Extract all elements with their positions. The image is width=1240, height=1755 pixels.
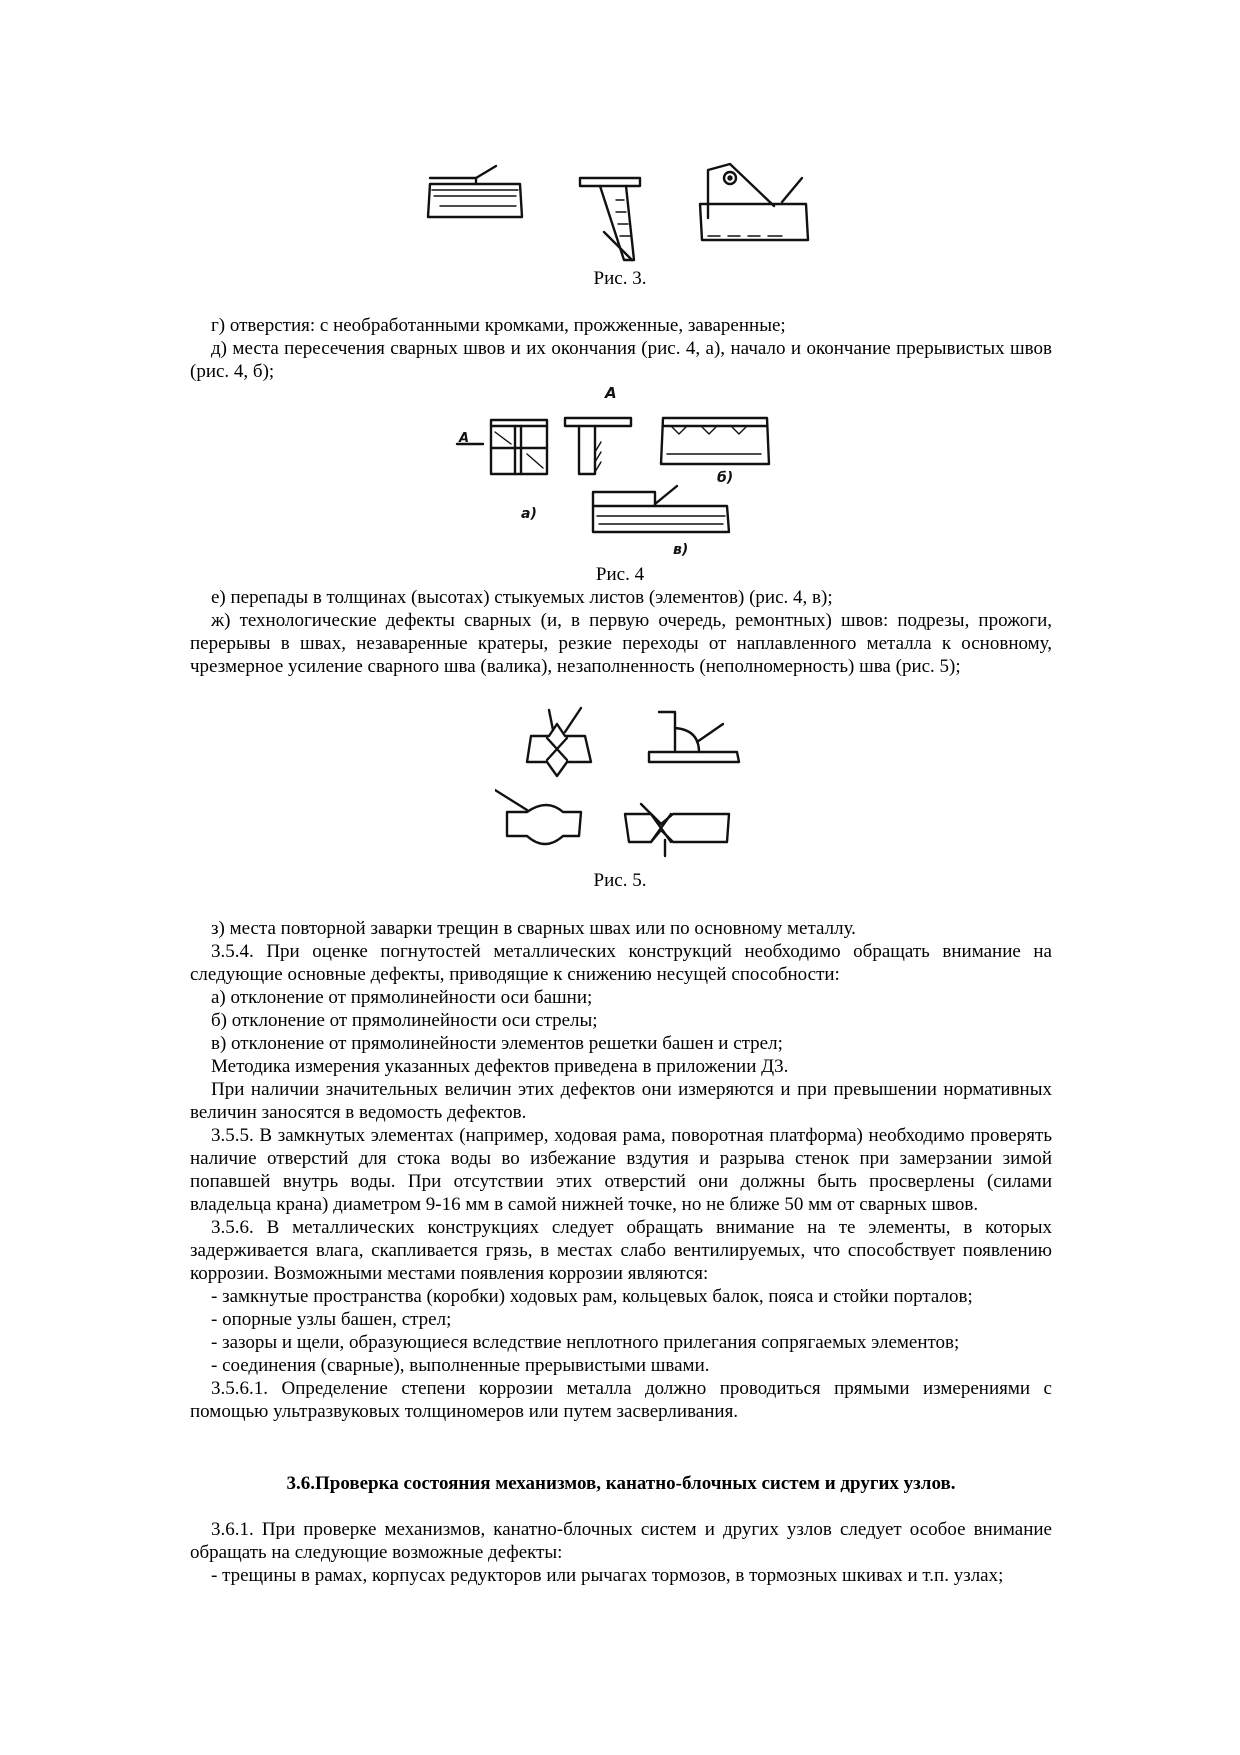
paragraph: б) отклонение от прямолинейности оси стрелы; bbox=[211, 1010, 598, 1031]
paragraph: в) отклонение от прямолинейности элементов решетки башен и стрел; bbox=[211, 1033, 783, 1054]
figure-5-caption: Рис. 5. bbox=[593, 870, 647, 891]
figure-4-label-a-left: А bbox=[459, 431, 470, 446]
figure-4-label-v: в) bbox=[673, 542, 689, 558]
text-block-1 bbox=[190, 314, 1052, 383]
text-block-2 bbox=[190, 586, 1052, 678]
paragraph: ж) технологические дефекты сварных (и, в первую очередь, ремонтных) швов: подрезы, прожоги, перерывы в швах, незаваренные кратеры, резкие переходы от наплавленного металла к основному, чрезмерное усиление сварного шва (валика), незаполненность (неполномерность) шва (рис. 5); bbox=[190, 610, 1052, 677]
paragraph: - трещины в рамах, корпусах редукторов или рычагах тормозов, в тормозных шкивах и т.п. узлах; bbox=[211, 1565, 1004, 1586]
figure-3-drawing bbox=[420, 160, 840, 270]
text-block-4 bbox=[190, 1518, 1052, 1587]
paragraph: Методика измерения указанных дефектов приведена в приложении Д3. bbox=[211, 1056, 789, 1077]
paragraph: 3.5.5. В замкнутых элементах (например, ходовая рама, поворотная платформа) необходимо проверять наличие отверстий для стока воды во избежание вздутия и разрыва стенок при замерзании зимой попавшей внутрь воды. При отсутствии этих отверстий они должны быть просверлены (силами владельца крана) диаметром 9-16 мм в самой нижней точке, но не ближе 50 мм от сварных швов. bbox=[190, 1125, 1052, 1215]
paragraph: 3.6.1. При проверке механизмов, канатно-блочных систем и других узлов следует особое внимание обращать на следующие возможные дефекты: bbox=[190, 1519, 1052, 1563]
paragraph: 3.5.6. В металлических конструкциях следует обращать внимание на те элементы, в которых задерживается влага, скапливается грязь, в местах слабо вентилируемых, что способствует появлению коррозии. Возможными местами появления коррозии являются: bbox=[190, 1217, 1052, 1284]
text-block-3 bbox=[190, 917, 1052, 1423]
paragraph: 3.5.4. При оценке погнутостей металлических конструкций необходимо обращать внимание на следующие основные дефекты, приводящие к снижению несущей способности: bbox=[190, 941, 1052, 985]
section-heading: 3.6.Проверка состояния механизмов, канатно-блочных систем и других узлов. bbox=[286, 1473, 956, 1494]
paragraph: е) перепады в толщинах (высотах) стыкуемых листов (элементов) (рис. 4, в); bbox=[211, 587, 833, 608]
paragraph: г) отверстия: с необработанными кромками, прожженные, заваренные; bbox=[211, 315, 786, 336]
figure-4-caption: Рис. 4 bbox=[595, 564, 645, 585]
paragraph: з) места повторной заварки трещин в сварных швах или по основному металлу. bbox=[211, 918, 856, 939]
paragraph: а) отклонение от прямолинейности оси башни; bbox=[211, 987, 593, 1008]
figure-4-label-a-top: А bbox=[605, 384, 617, 402]
paragraph: При наличии значительных величин этих дефектов они измеряются и при превышении нормативных величин заносятся в ведомость дефектов. bbox=[190, 1079, 1052, 1123]
figure-4-label-b: б) bbox=[717, 470, 734, 486]
paragraph: 3.5.6.1. Определение степени коррозии металла должно проводиться прямыми измерениями с помощью ультразвуковых толщиномеров или путем засверливания. bbox=[190, 1378, 1052, 1422]
paragraph: - опорные узлы башен, стрел; bbox=[211, 1309, 452, 1330]
paragraph: - соединения (сварные), выполненные прерывистыми швами. bbox=[211, 1355, 710, 1376]
paragraph: - зазоры и щели, образующиеся вследствие неплотного прилегания сопрягаемых элементов; bbox=[211, 1332, 960, 1353]
figure-4-drawing bbox=[455, 382, 795, 562]
figure-3-caption: Рис. 3. bbox=[593, 268, 647, 289]
paragraph: д) места пересечения сварных швов и их окончания (рис. 4, а), начало и окончание прерывистых швов (рис. 4, б); bbox=[190, 338, 1052, 382]
paragraph: - замкнутые пространства (коробки) ходовых рам, кольцевых балок, пояса и стойки порталов; bbox=[211, 1286, 973, 1307]
figure-5-drawing bbox=[495, 704, 765, 864]
figure-4-label-a: а) bbox=[521, 506, 537, 522]
